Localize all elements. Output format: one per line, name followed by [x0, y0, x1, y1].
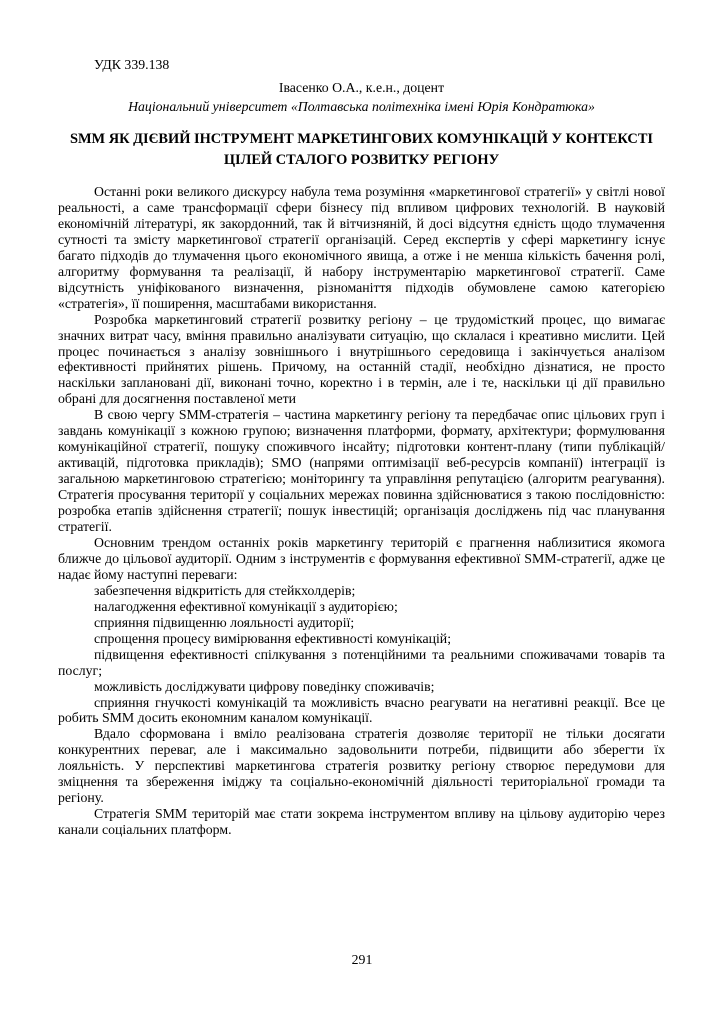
- list-item-communication: налагодження ефективної комунікації з аудиторією;: [94, 598, 398, 614]
- udc-code: УДК 339.138: [94, 57, 170, 72]
- list-item-measurement: спрощення процесу вимірювання ефективності комунікацій;: [94, 630, 452, 646]
- paragraph-smm-strategy: В свою чергу SMM-стратегія – частина маркетингу регіону та передбачає опис цільових груп і завдань комунікації з кожною групою; визначення платформи, формату, архітектури; формулювання комунікаційної стратегії, пошуку споживчого інсайту; підготовки контент-плану (типи публікацій/активацій, підготовка прикладів); SMO (напрями оптимізації веб-ресурсів компанії) інтеграції із загальною маркетинговою стратегією; моніторингу та управління репутацією (алгоритм реагування). Стратегія просування території у соціальних мережах повинна здійснюватися з такою послідовністю: розробка етапів здійснення стратегії; пошук інвестицій; організація досліджень під час планування стратегії.: [58, 407, 665, 535]
- list-item-effectiveness: підвищення ефективності спілкування з потенційними та реальними споживачами товарів та послуг;: [58, 646, 665, 678]
- list-item-digital-behavior: можливість досліджувати цифрову поведінку споживачів;: [94, 678, 435, 694]
- paragraph-strategy-development: Розробка маркетинговий стратегії розвитку регіону – це трудомісткий процес, що вимагає значних витрат часу, вміння правильно аналізувати ситуацію, що склалася і креативно мислити. Цей процес починається з аналізу зовнішнього і внутрішнього середовища і закінчується аналізом ефективності прийнятих рішень. Причому, на останній стадії, необхідно дізнатися, не просто наскільки заплановані дії, виконані точно, коректно і в термін, але і те, наскільки ці дії правильно обрані для досягнення поставленої мети: [58, 311, 665, 407]
- author-line: Івасенко О.А., к.е.н., доцент: [278, 80, 445, 95]
- paragraph-intro: Останні роки великого дискурсу набула тема розуміння «маркетингової стратегії» у світлі нової реальності, а саме трансформації сфери бізнесу під впливом цифрових технологій. В науковій економічній літературі, як закордонний, так й вітчизняній, й досі відсутня єдність щодо тлумачення сутності та змісту маркетингової стратегії організацій. Серед експертів у сфері маркетингу існує багато підходів до тлумачення цього економічного явища, а отже і не менша кількість бачення ролі, алгоритму формування та реалізації, й набору інструментарію маркетингової стратегії. Саме відсутність уніфікованого визначення, різноманіття підходів обумовлене самою категорією «стратегія», її поширення, масштабами використання.: [58, 184, 665, 311]
- affiliation-line: Національний університет «Полтавська політехніка імені Юрія Кондратюка»: [128, 99, 595, 114]
- page-number: 291: [351, 952, 373, 967]
- article-title: SMM ЯК ДІЄВИЙ ІНСТРУМЕНТ МАРКЕТИНГОВИХ КОМУНІКАЦІЙ У КОНТЕКСТІ ЦІЛЕЙ СТАЛОГО РОЗВИТКУ РЕГІОНУ: [69, 131, 654, 168]
- paragraph-trend: Основним трендом останніх років маркетингу територій є прагнення наблизитися якомога ближче до цільової аудиторії. Одним з інструментів є формування ефективної SMM-стратегії, адже це надає йому наступні переваги:: [58, 534, 665, 582]
- paragraph-conclusion: Стратегія SMM територій має стати зокрема інструментом впливу на цільову аудиторію через канали соціальних платформ.: [58, 806, 665, 838]
- list-item-flexibility: сприяння гнучкості комунікацій та можливість вчасно реагувати на негативні реакції. Все це робить SMM досить економним каналом комунікації.: [58, 694, 665, 726]
- list-item-openness: забезпечення відкритість для стейкхолдерів;: [94, 582, 356, 598]
- paragraph-successful-strategy: Вдало сформована і вміло реалізована стратегія дозволяє території не тільки досягати конкурентних переваг, але і максимально задовольнити потреби, підвищити або зберегти їх лояльність. У перспективі маркетингова стратегія розвитку регіону створює передумови для зміцнення та збереження іміджу та соціально-економічній діяльності територіальної громади та регіону.: [58, 726, 665, 806]
- list-item-loyalty: сприяння підвищенню лояльності аудиторії;: [94, 614, 355, 630]
